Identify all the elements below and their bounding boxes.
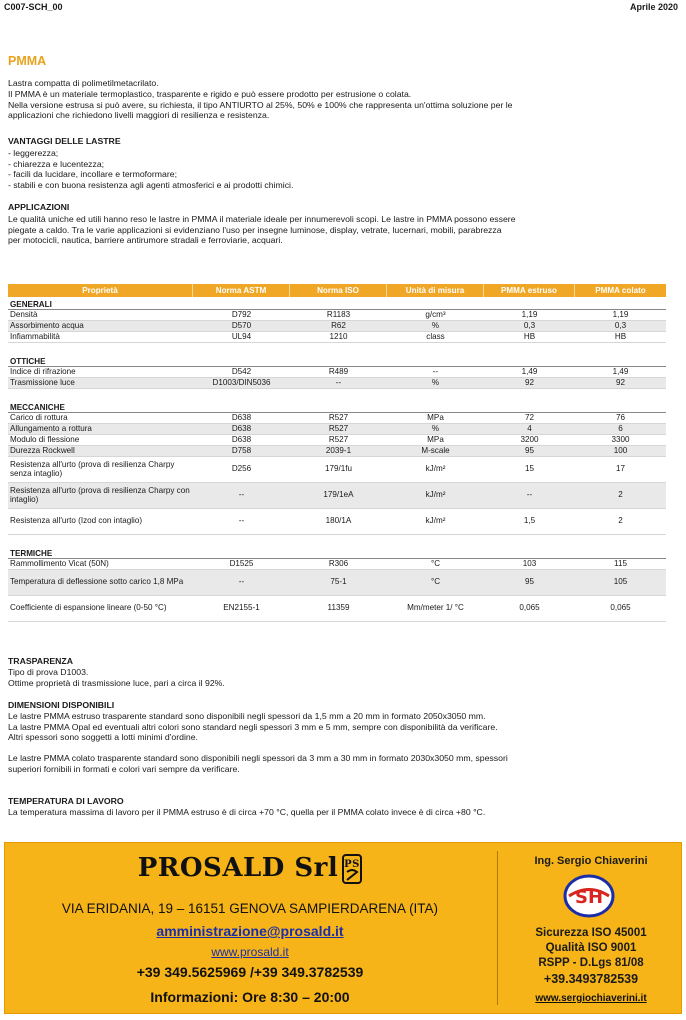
- company-phones: +39 349.5625969 /+39 349.3782539: [136, 964, 364, 980]
- table-cell: D638: [231, 434, 252, 444]
- intro-line: Il PMMA è un materiale termoplastico, trasparente e rigido e può essere prodotto per estrusione o colata.: [8, 88, 412, 99]
- banner-divider: [497, 851, 498, 1005]
- table-row: [8, 321, 666, 332]
- table-row: [8, 509, 666, 535]
- column-header: Proprietà: [8, 284, 193, 297]
- table-header: [8, 284, 666, 297]
- dimensioni-section: [8, 700, 680, 775]
- table-row: [8, 483, 666, 509]
- vantaggi-heading: VANTAGGI DELLE LASTRE: [8, 136, 121, 146]
- table-cell: 95: [524, 577, 534, 587]
- table-group-heading: GENERALI: [8, 297, 666, 310]
- table-cell: Resistenza all'urto (Izod con intaglio): [10, 516, 143, 526]
- table-cell: °C: [430, 558, 441, 568]
- table-cell: 1,19: [521, 309, 538, 319]
- table-row: [8, 332, 666, 343]
- table-cell: --: [238, 490, 245, 500]
- table-cell: g/cm³: [425, 309, 446, 319]
- applicazioni-line: Le qualità uniche ed utili hanno reso le lastre in PMMA il materiale ideale per innumerevoli scopi. Le lastre in PMMA possono essere: [8, 213, 516, 224]
- page-title: PMMA: [8, 54, 47, 68]
- column-header: Norma ASTM: [193, 284, 290, 297]
- sh-logo-icon: [561, 873, 617, 919]
- table-row: [8, 310, 666, 321]
- table-cell: R489: [328, 366, 349, 376]
- table-row: [8, 367, 666, 378]
- engineer-block: [501, 843, 681, 1013]
- applicazioni-heading: APPLICAZIONI: [8, 202, 70, 212]
- table-group-heading: TERMICHE: [8, 546, 666, 559]
- table-cell: Indice di rifrazione: [10, 366, 76, 376]
- table-cell: Resistenza all'urto (prova di resilienza Charpy senza intaglio): [10, 459, 175, 478]
- svg-text:PS: PS: [344, 859, 361, 870]
- table-cell: Allungamento a rottura: [10, 423, 92, 433]
- table-cell: Modulo di flessione: [10, 434, 80, 444]
- page-header: [4, 2, 678, 16]
- temperatura-line: La temperatura massima di lavoro per il PMMA estruso è di circa +70 °C, quella per il PMMA colato invece è di circa +80 °C.: [8, 806, 486, 817]
- table-cell: D542: [231, 366, 252, 376]
- table-cell: R62: [331, 320, 346, 330]
- dimensioni-line: Le lastre PMMA colato trasparente standard sono disponibili negli spessori da 3 mm a 30 mm in formato 2030x3050 mm, spessori: [8, 753, 508, 764]
- table-cell: UL94: [231, 331, 252, 341]
- vantaggi-section: [8, 136, 680, 191]
- table-cell: Infiammabilità: [10, 331, 60, 341]
- table-cell: 17: [615, 464, 625, 474]
- cert-iso9001: Qualità ISO 9001: [545, 942, 637, 954]
- table-cell: 76: [615, 412, 625, 422]
- table-cell: MPa: [427, 412, 444, 422]
- table-cell: R1183: [326, 309, 351, 319]
- company-website-link[interactable]: www.prosald.it: [211, 945, 289, 959]
- table-cell: EN2155-1: [223, 603, 260, 613]
- intro-line: Nella versione estrusa si può avere, su richiesta, il tipo ANTIURTO al 25%, 50% e 100% che rappresenta un'ottima soluzione per le: [8, 99, 513, 110]
- table-cell: 6: [618, 423, 623, 433]
- applicazioni-line: per motocicli, nautica, barriere antirumore stradali e ferroviarie, acquari.: [8, 235, 283, 246]
- company-hours: Informazioni: Ore 8:30 – 20:00: [150, 989, 350, 1005]
- table-cell: R527: [328, 434, 349, 444]
- dimensioni-line: superiori fornibili in formati e colori vari sempre da verificare.: [8, 763, 240, 774]
- table-cell: Durezza Rockwell: [10, 445, 75, 455]
- document-code: C007-SCH_00: [4, 2, 63, 12]
- table-cell: 2: [618, 516, 623, 526]
- table-cell: 115: [614, 558, 627, 568]
- table-cell: D792: [231, 309, 252, 319]
- applicazioni-line: piegate a caldo. Tra le varie applicazioni si evidenziano l'uso per insegne luminose, display, vetrate, lucernari, mobili, parabrezza: [8, 224, 502, 235]
- table-cell: D256: [231, 464, 252, 474]
- company-address: VIA ERIDANIA, 19 – 16151 GENOVA SAMPIERDARENA (ITA): [61, 901, 439, 916]
- table-cell: class: [426, 331, 445, 341]
- table-cell: 3200: [520, 434, 539, 444]
- column-header: PMMA colato: [595, 286, 646, 295]
- table-cell: 95: [524, 445, 534, 455]
- table-row: [8, 424, 666, 435]
- table-row: [8, 446, 666, 457]
- dimensioni-heading: DIMENSIONI DISPONIBILI: [8, 700, 115, 710]
- vantaggi-item: - leggerezza;: [8, 147, 59, 158]
- table-cell: --: [432, 366, 439, 376]
- intro-line: Lastra compatta di polimetilmetacrilato.: [8, 78, 159, 88]
- table-row: [8, 570, 666, 596]
- table-cell: D638: [231, 423, 252, 433]
- trasparenza-section: [8, 656, 680, 688]
- table-cell: Temperatura di deflessione sotto carico 1,8 MPa: [10, 577, 184, 587]
- table-cell: --: [335, 377, 342, 387]
- company-name: [5, 853, 495, 884]
- column-header: Norma ISO: [290, 284, 387, 297]
- table-row: [8, 596, 666, 622]
- column-header: PMMA estruso: [484, 284, 575, 297]
- cert-iso45001: Sicurezza ISO 45001: [535, 927, 647, 939]
- table-cell: 1,49: [612, 366, 629, 376]
- table-row: [8, 378, 666, 389]
- table-row: [8, 413, 666, 424]
- dimensioni-line: Le lastre PMMA estruso trasparente standard sono disponibili negli spessori da 1,5 mm a 20 mm in formato 2050x3050 mm.: [8, 710, 486, 721]
- table-cell: R306: [328, 558, 349, 568]
- table-cell: 105: [613, 577, 628, 587]
- trasparenza-line: Tipo di prova D1003.: [8, 666, 89, 677]
- table-cell: --: [238, 577, 245, 587]
- table-cell: 1210: [329, 331, 348, 341]
- trasparenza-line: Ottime proprietà di trasmissione luce, pari a circa il 92%.: [8, 677, 225, 688]
- table-cell: 179/1fu: [324, 464, 352, 474]
- table-cell: Carico di rottura: [10, 412, 68, 422]
- table-cell: --: [526, 490, 533, 500]
- document-date: Aprile 2020: [629, 2, 678, 12]
- table-cell: 100: [613, 445, 628, 455]
- temperatura-heading: TEMPERATURA DI LAVORO: [8, 796, 124, 806]
- table-cell: 3300: [611, 434, 630, 444]
- intro-line: applicazioni che richiedono livelli maggiori di resilienza e resistenza.: [8, 110, 270, 121]
- table-cell: HB: [523, 331, 536, 341]
- table-cell: 2039-1: [325, 445, 352, 455]
- table-cell: D570: [231, 320, 252, 330]
- table-cell: 0,065: [519, 603, 540, 613]
- engineer-website-link[interactable]: www.sergiochiaverini.it: [535, 993, 647, 1004]
- table-cell: R527: [328, 412, 349, 422]
- table-cell: 4: [527, 423, 532, 433]
- table-cell: D758: [231, 445, 252, 455]
- table-cell: %: [431, 423, 440, 433]
- table-cell: 75-1: [330, 577, 347, 587]
- table-cell: 0,3: [523, 320, 536, 330]
- table-cell: M-scale: [421, 445, 450, 455]
- table-cell: HB: [614, 331, 627, 341]
- dimensioni-line: La lastre PMMA Opal ed eventuali altri colori sono standard negli spessori 3 mm e 5 mm, sempre con disponibilità da verificare.: [8, 721, 498, 732]
- intro-paragraph: [8, 78, 680, 121]
- table-body: [8, 297, 666, 622]
- engineer-name: Ing. Sergio Chiaverini: [534, 855, 648, 867]
- table-cell: 180/1A: [325, 516, 352, 526]
- properties-table: [8, 284, 666, 622]
- table-cell: 103: [522, 558, 537, 568]
- table-cell: kJ/m²: [425, 490, 446, 500]
- dimensioni-line: Altri spessori sono soggetti a lotti minimi d'ordine.: [8, 732, 198, 743]
- table-cell: 72: [524, 412, 534, 422]
- prosald-logo-icon: [342, 854, 362, 884]
- table-cell: 1,49: [521, 366, 538, 376]
- table-row: [8, 435, 666, 446]
- table-cell: Trasmissione luce: [10, 377, 75, 387]
- table-cell: 0,065: [610, 603, 631, 613]
- trasparenza-heading: TRASPARENZA: [8, 656, 73, 666]
- table-cell: Coefficiente di espansione lineare (0-50 °C): [10, 603, 167, 613]
- table-cell: R527: [328, 423, 349, 433]
- table-cell: 1,5: [523, 516, 536, 526]
- table-cell: °C: [430, 577, 441, 587]
- table-cell: kJ/m²: [425, 464, 446, 474]
- table-cell: 0,3: [614, 320, 627, 330]
- table-cell: Rammollimento Vicat (50N): [10, 558, 109, 568]
- table-cell: kJ/m²: [425, 516, 446, 526]
- company-email-link[interactable]: amministrazione@prosald.it: [156, 923, 344, 939]
- applicazioni-section: [8, 202, 680, 246]
- table-cell: 179/1eA: [323, 490, 354, 500]
- column-header: Unità di misura: [387, 284, 484, 297]
- table-cell: 2: [618, 490, 623, 500]
- table-cell: 15: [524, 464, 534, 474]
- table-cell: Resistenza all'urto (prova di resilienza Charpy con intaglio): [10, 485, 190, 504]
- table-cell: MPa: [427, 434, 444, 444]
- table-cell: 11359: [327, 603, 350, 613]
- company-name-text: PROSALD Srl: [137, 853, 339, 883]
- cert-rspp: RSPP - D.Lgs 81/08: [538, 957, 644, 969]
- svg-text:SH: SH: [574, 887, 604, 908]
- table-group-heading: OTTICHE: [8, 354, 666, 367]
- table-cell: 92: [615, 377, 625, 387]
- table-cell: --: [238, 516, 245, 526]
- table-row: [8, 559, 666, 570]
- vantaggi-item: - chiarezza e lucentezza;: [8, 158, 105, 169]
- table-cell: D1525: [229, 558, 254, 568]
- table-cell: %: [431, 377, 440, 387]
- vantaggi-item: - facili da lucidare, incollare e termoformare;: [8, 169, 177, 180]
- table-cell: D638: [231, 412, 252, 422]
- engineer-phone: +39.3493782539: [543, 972, 639, 986]
- table-cell: Assorbimento acqua: [10, 320, 84, 330]
- table-cell: Densità: [10, 309, 38, 319]
- table-cell: 1,19: [612, 309, 629, 319]
- company-block: [5, 843, 495, 1013]
- table-row: [8, 457, 666, 483]
- table-cell: 92: [524, 377, 534, 387]
- table-cell: %: [431, 320, 440, 330]
- table-cell: D1003/DIN5036: [212, 377, 271, 387]
- vantaggi-item: - stabili e con buona resistenza agli agenti atmosferici e ai prodotti chimici.: [8, 180, 294, 191]
- contact-banner: [4, 842, 682, 1014]
- table-group-heading: MECCANICHE: [8, 400, 666, 413]
- table-cell: Mm/meter 1/ °C: [407, 603, 464, 613]
- temperatura-section: [8, 796, 680, 818]
